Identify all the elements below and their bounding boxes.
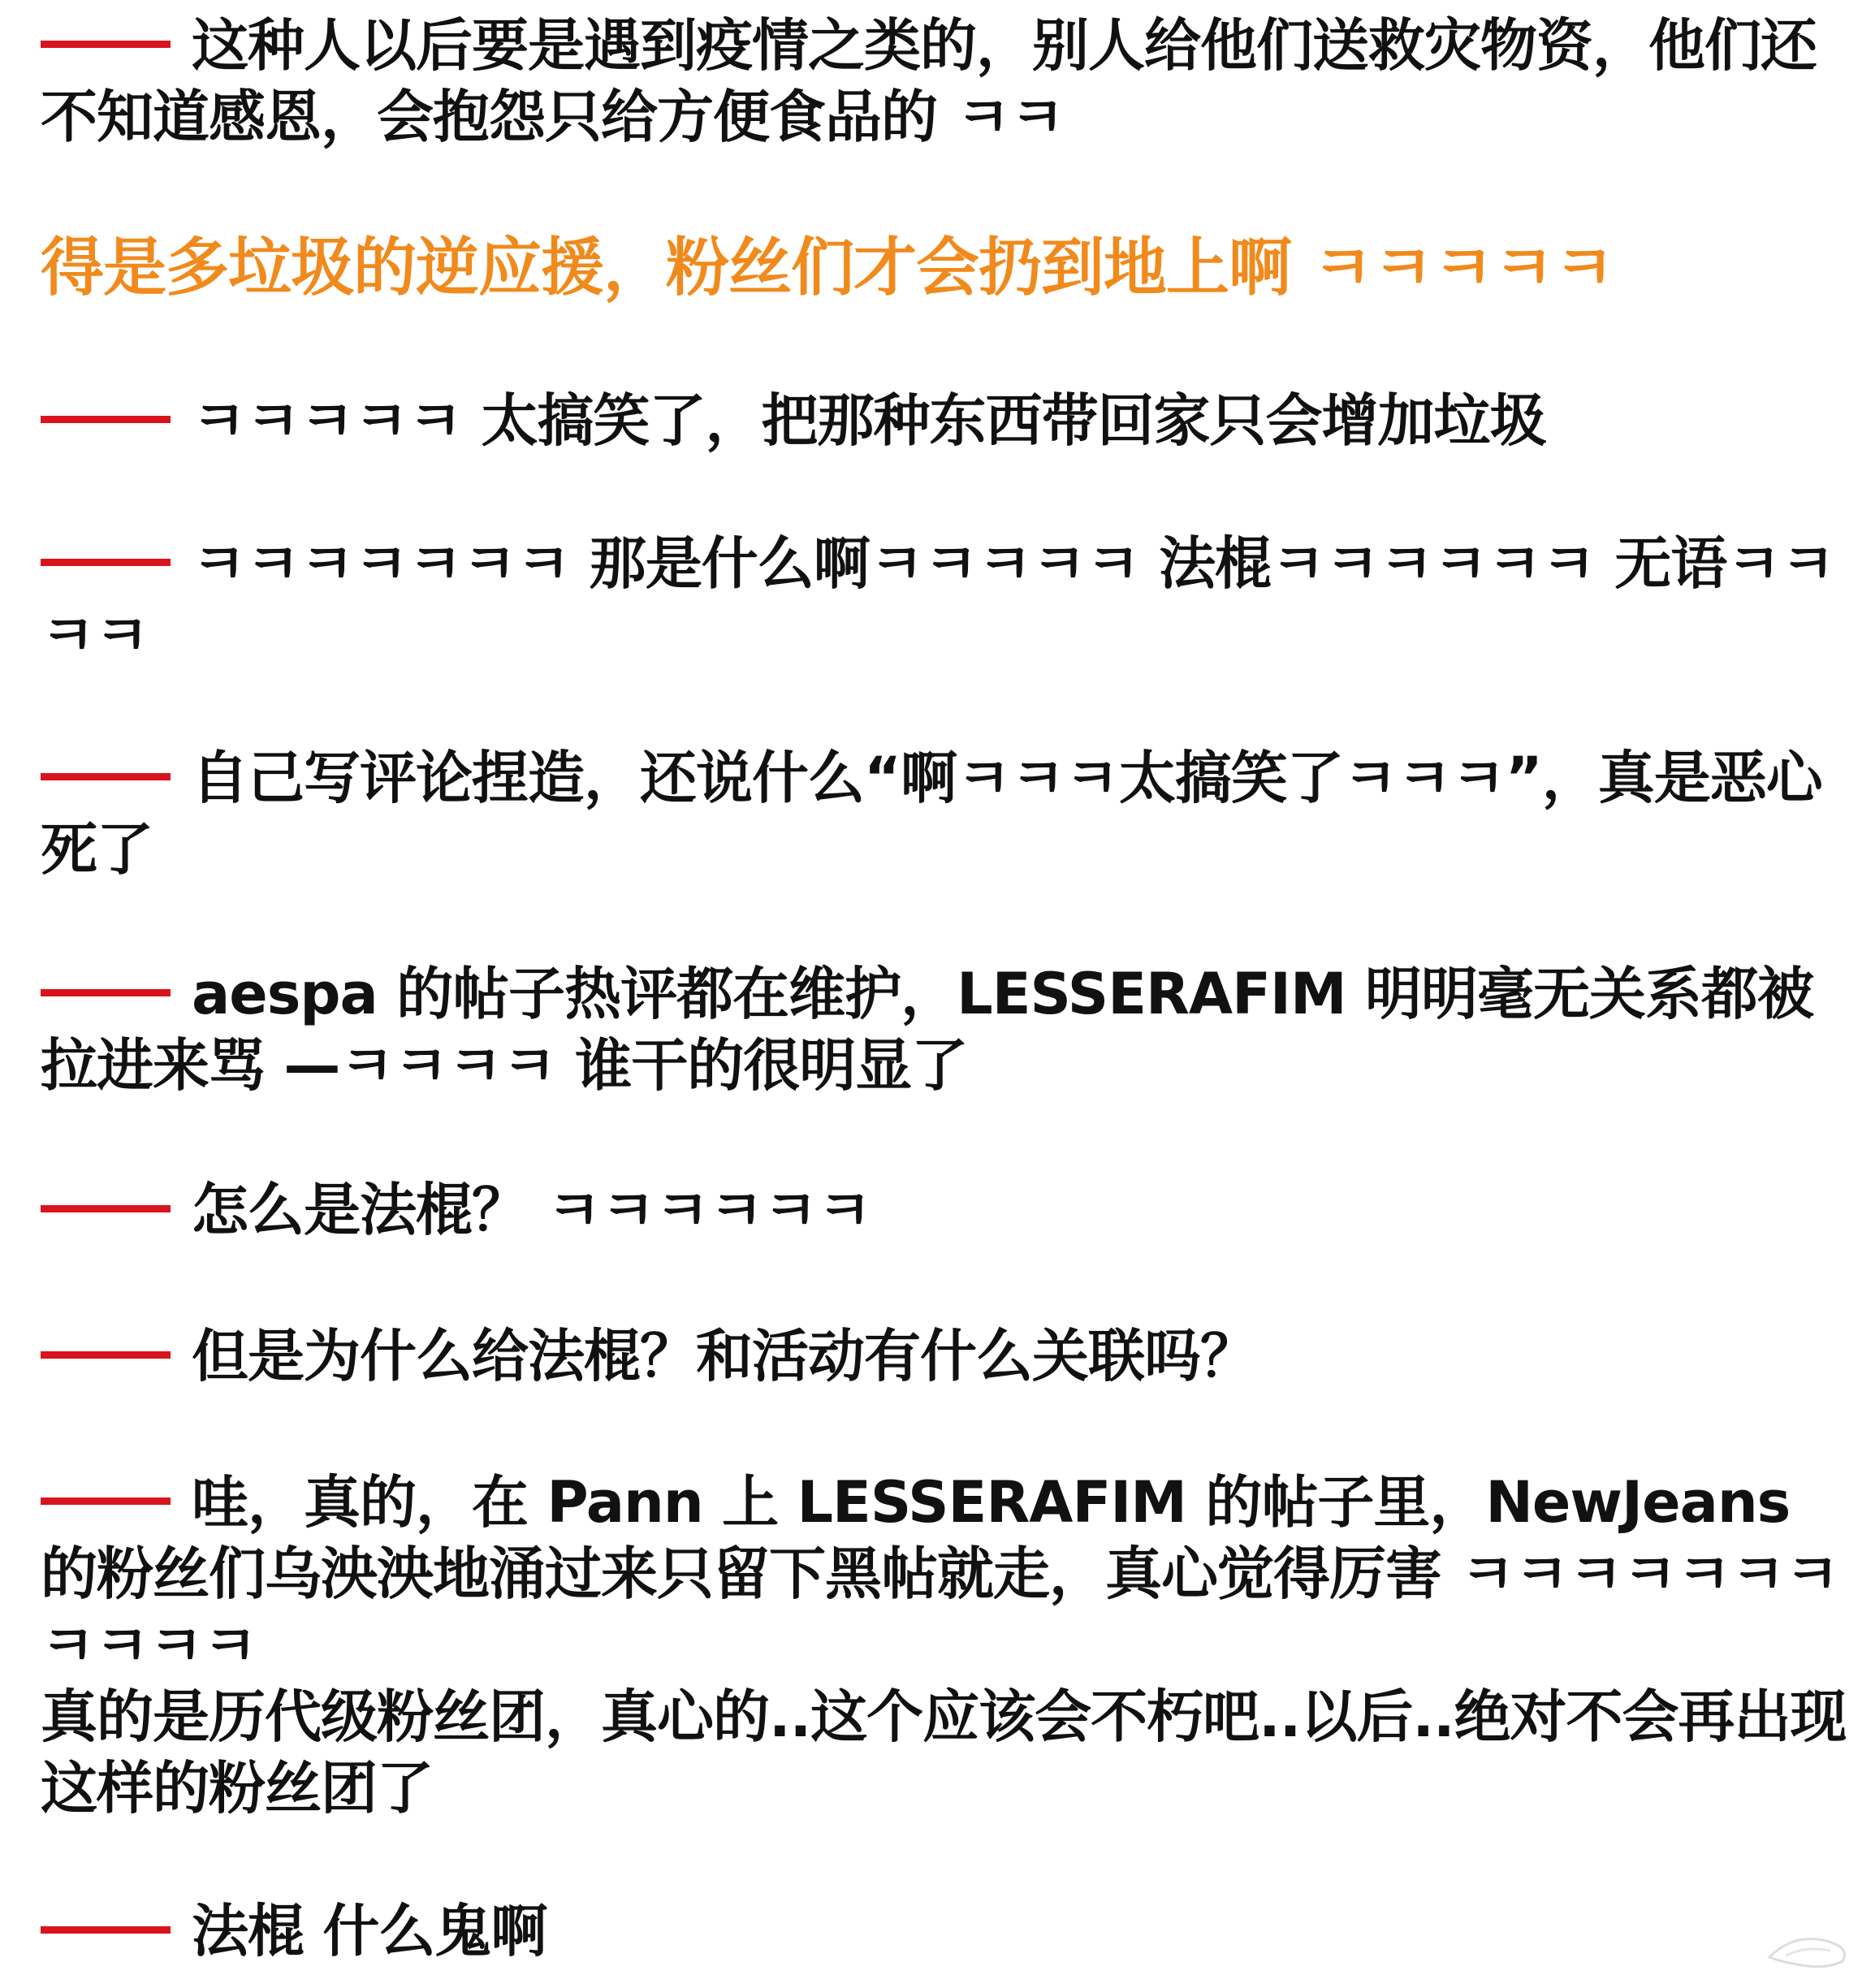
comment-1	[41, 10, 1851, 153]
comment-dash	[41, 773, 171, 780]
comment-8	[41, 1320, 1851, 1392]
comment-text: 这种人以后要是遇到疫情之类的，别人给他们送救灾物资，他们还不知道感恩，会抱怨只给方便食品的 ㅋㅋ	[41, 12, 1817, 150]
comment-9	[41, 1467, 1851, 1824]
comment-3	[41, 385, 1851, 456]
comment-dash	[41, 1926, 171, 1934]
comment-4	[41, 528, 1851, 671]
comment-7	[41, 1174, 1851, 1246]
comment-dash	[41, 989, 171, 996]
comment-5	[41, 742, 1851, 885]
comment-text: 但是为什么给法棍？和活动有什么关联吗？	[192, 1323, 1256, 1389]
comment-text-continued: 真的是历代级粉丝团，真心的..这个应该会不朽吧..以后..绝对不会再出现这样的粉丝团了	[41, 1683, 1847, 1822]
comment-text: 自己写评论捏造，还说什么“啊ㅋㅋㅋ太搞笑了ㅋㅋㅋ”，真是恶心死了	[41, 745, 1822, 883]
comment-dash	[41, 1351, 171, 1359]
comment-highlight	[41, 229, 1851, 307]
comment-text: ㅋㅋㅋㅋㅋㅋㅋ 那是什么啊ㅋㅋㅋㅋㅋ 法棍ㅋㅋㅋㅋㅋㅋ 无语ㅋㅋㅋㅋ	[41, 530, 1835, 668]
watermark-logo-icon	[1761, 1925, 1859, 1973]
comment-text: aespa 的帖子热评都在维护，LESSERAFIM 明明毫无关系都被拉进来骂 —ㅋㅋㅋㅋ 谁干的很明显了	[41, 961, 1813, 1099]
comment-text: ㅋㅋㅋㅋㅋ 太搞笑了，把那种东西带回家只会增加垃圾	[192, 387, 1546, 454]
comment-text: 怎么是法棍？ ㅋㅋㅋㅋㅋㅋ	[192, 1177, 872, 1243]
comment-6	[41, 958, 1851, 1101]
comment-dash	[41, 416, 171, 423]
comment-text: 得是多垃圾的逆应援，粉丝们才会扔到地上啊 ㅋㅋㅋㅋㅋ	[41, 231, 1614, 305]
comment-dash	[41, 41, 171, 48]
comment-10	[41, 1895, 1851, 1967]
comment-dash	[41, 559, 171, 566]
comment-dash	[41, 1497, 171, 1505]
comment-text: 法棍 什么鬼啊	[192, 1898, 547, 1964]
comment-text: 哇，真的，在 Pann 上 LESSERAFIM 的帖子里，NewJeans 的粉丝们乌泱泱地涌过来只留下黑帖就走，真心觉得厉害 ㅋㅋㅋㅋㅋㅋㅋㅋㅋㅋㅋ	[41, 1469, 1839, 1679]
comment-dash	[41, 1205, 171, 1212]
